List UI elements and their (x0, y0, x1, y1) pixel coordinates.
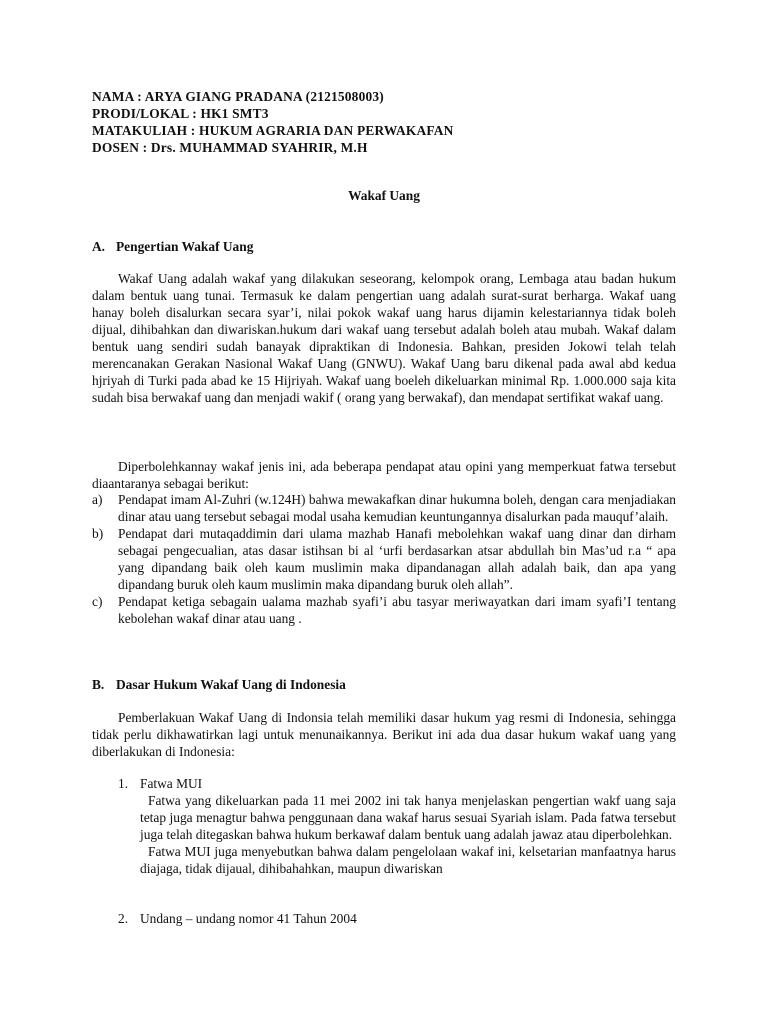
numbered-marker: 2. (118, 911, 129, 926)
lecturer-name: DOSEN : Drs. MUHAMMAD SYAHRIR, M.H (92, 140, 368, 155)
list-marker: c) (92, 594, 103, 609)
section-b-item-1 (92, 775, 676, 877)
study-program: PRODI/LOKAL : HK1 SMT3 (92, 106, 269, 121)
section-b-title: Dasar Hukum Wakaf Uang di Indonesia (116, 677, 346, 692)
section-b-item-2 (92, 910, 676, 927)
numbered-item-heading (92, 910, 676, 927)
list-item-text: Pendapat imam Al-Zuhri (w.124H) bahwa mewakafkan dinar hukumna boleh, dengan cara menjadiakan dinar atau uang tersebut sebagai modal usaha kemudian keuntungannya disalurkan pada mauquf’alaih. (118, 492, 676, 524)
numbered-marker: 1. (118, 776, 129, 791)
section-b-heading (92, 676, 676, 693)
section-a-letter: A. (92, 239, 106, 254)
list-marker: b) (92, 526, 104, 541)
student-info-header (92, 88, 676, 156)
section-b-letter: B. (92, 677, 105, 692)
list-item-text: Pendapat dari mutaqaddimin dari ulama mazhab Hanafi mebolehkan wakaf uang dinar dan dirham sebagai pengecualian, atas dasar istihsan bi al ‘urfi berdasarkan atsar abdullah bin Mas’ud r.a “ apa yang dipandang baik oleh kaum muslimin maka dipandanagan allah adalah baik, dan apa yang dipandang buruk oleh kaum muslimin maka dipandang buruk oleh allah”. (118, 526, 676, 592)
section-a-paragraph-1: Wakaf Uang adalah wakaf yang dilakukan seseorang, kelompok orang, Lembaga atau badan hukum dalam bentuk uang tunai. Termasuk ke dalam pengertian uang adalah surat-surat berharga. Wakaf uang hanay boleh disalurkan secara syar’i, nilai pokok wakaf uang harus dijamin kelestariannya tidak boleh dijual, dihibahkan dan diwariskan.hukum dari wakaf uang tersebut adalah boleh atau mubah. Wakaf dalam bentuk uang sendiri sudah banayak dipraktikan di Indonesia. Bahkan, presiden Jokowi telah telah merencanakan Gerakan Nasional Wakaf Uang (GNWU). Wakaf Uang baru dikenal pada awal abd kedua hjriyah di Turki pada abad ke 15 Hijriyah. Wakaf uang boeleh dikeluarkan minimal Rp. 1.000.000 saja kita sudah bisa berwakaf uang dan menjadi wakif ( orang yang berwakaf), dan mendapat sertifikat wakaf uang. (92, 271, 676, 405)
list-item (92, 593, 676, 627)
section-b-paragraph-1: Pemberlakuan Wakaf Uang di Indonsia telah memiliki dasar hukum yag resmi di Indonesia, sehingga tidak perlu dikhawatirkan lagi untuk menunaikannya. Berikut ini ada dua dasar hukum wakaf uang yang diberlakukan di Indonesia: (92, 710, 676, 759)
section-a-opinion-list (92, 491, 676, 627)
student-name: NAMA : ARYA GIANG PRADANA (2121508003) (92, 89, 384, 104)
section-a-title: Pengertian Wakaf Uang (116, 239, 254, 254)
list-marker: a) (92, 492, 103, 507)
fatwa-paragraph-1: Fatwa yang dikeluarkan pada 11 mei 2002 ini tak hanya menjelaskan pengertian wakf uang saja tetap juga menagtur bahwa penggunaan dana wakaf harus sesuai Syariah islam. Pada fatwa tersebut juga telah ditegaskan bahwa hukum berkawaf dalam bentuk uang adalah jawaz atau diperbolehkan. (140, 793, 676, 842)
numbered-item-label: Fatwa MUI (140, 776, 203, 791)
list-item (92, 525, 676, 593)
section-a-paragraph-2: Diperbolehkannay wakaf jenis ini, ada beberapa pendapat atau opini yang memperkuat fatwa tersebut diaantaranya sebagai berikut: (92, 459, 676, 491)
section-a-heading (92, 238, 676, 255)
course-name: MATAKULIAH : HUKUM AGRARIA DAN PERWAKAFAN (92, 123, 454, 138)
list-item-text: Pendapat ketiga sebagain ualama mazhab syafi’i abu tasyar meriwayatkan dari imam syafi’I tentang kebolehan wakaf dinar atau uang . (118, 594, 676, 626)
list-item (92, 491, 676, 525)
numbered-item-label: Undang – undang nomor 41 Tahun 2004 (140, 911, 357, 926)
fatwa-paragraph-2: Fatwa MUI juga menyebutkan bahwa dalam pengelolaan wakaf ini, kelsetarian manfaatnya harus diajaga, tidak dijaual, dihibahahkan, maupun diwariskan (140, 844, 676, 876)
document-title: Wakaf Uang (348, 188, 420, 203)
numbered-item-heading (92, 775, 676, 792)
